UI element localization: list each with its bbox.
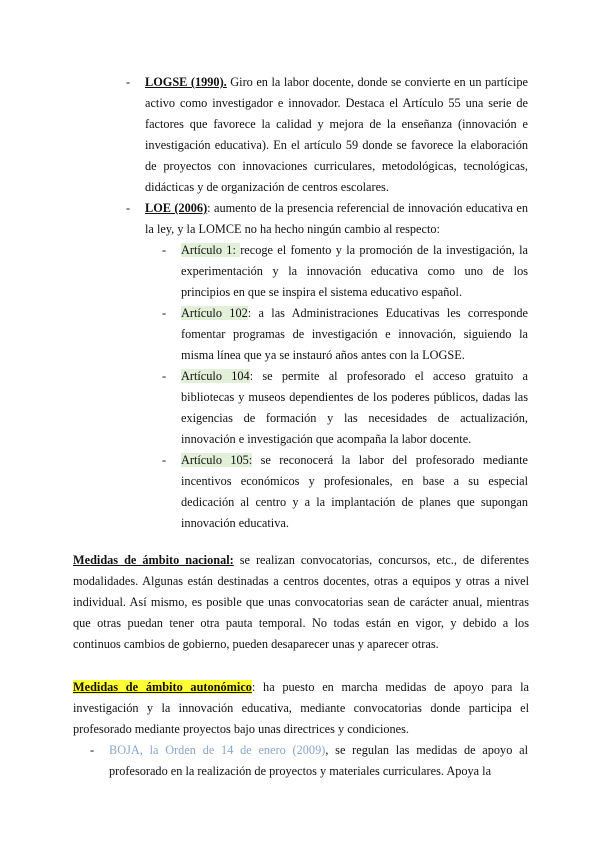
article-item xyxy=(181,450,528,534)
article-item xyxy=(181,303,528,366)
list-bullet: - xyxy=(90,743,95,757)
autonomico-title: Medidas de ámbito autonómico xyxy=(73,680,252,694)
list-bullet: - xyxy=(162,369,167,383)
loe-text: : aumento de la presencia referencial de innovación educativa en la ley, y la LOMCE no ha hecho ningún cambio al respecto: xyxy=(145,201,529,236)
article-item xyxy=(181,240,528,303)
article-label: Artículo 102 xyxy=(181,306,248,320)
list-bullet: - xyxy=(126,75,131,89)
logse-text: Giro en la labor docente, donde se convierte en un partícipe activo como investigador e innovador. Destaca el Artículo 55 una serie de factores que favorece la calidad y mejora de la enseñanza (innovación e investigación educativa). En el artículo 59 donde se favorece la elaboración de proyectos con innovaciones curriculares, metodológicas, tecnológicas, didácticas y de organización de centros escolares. xyxy=(145,75,528,194)
list-item-boja xyxy=(109,740,528,782)
paragraph-nacional xyxy=(73,550,529,655)
nacional-title: Medidas de ámbito nacional: xyxy=(73,553,234,567)
article-label: Artículo 1: xyxy=(181,243,241,257)
article-label: Artículo 105: xyxy=(181,453,253,467)
logse-title: LOGSE (1990). xyxy=(145,75,227,89)
nacional-text: se realizan convocatorias, concursos, etc., de diferentes modalidades. Algunas están destinadas a centros docentes, otras a equipos y otras a nivel individual. Así mismo, es posible que unas convocatorias sean de carácter anual, mientras que otras puedan tener otra pauta temporal. No todas están en vigor, y debido a los continuos cambios de gobierno, pueden desaparecer unas y aparecer otras. xyxy=(73,553,529,651)
article-text: : a las Administraciones Educativas les corresponde fomentar programas de investigación e innovación, siguiendo la misma línea que ya se instauró años antes con la LOGSE. xyxy=(181,306,528,362)
autonomico-text: : ha puesto en marcha medidas de apoyo para la investigación y la innovación educativa, mediante convocatorias donde participa el profesorado mediante proyectos bajo unas directrices y condiciones. xyxy=(73,680,529,736)
article-item xyxy=(181,366,528,450)
paragraph-autonomico xyxy=(73,677,529,740)
list-bullet: - xyxy=(162,243,167,257)
loe-title: LOE (2006) xyxy=(145,201,208,215)
boja-link[interactable]: BOJA, la Orden de 14 de enero (2009) xyxy=(109,743,326,757)
article-text: recoge el fomento y la promoción de la investigación, la experimentación y la innovación educativa como uno de los principios en que se inspira el sistema educativo español. xyxy=(181,243,528,299)
list-bullet: - xyxy=(162,306,167,320)
list-bullet: - xyxy=(162,453,167,467)
article-text: : se permite al profesorado el acceso gratuito a bibliotecas y museos dependientes de los poderes públicos, dadas las exigencias de formación y las necesidades de actualización, innovación e investigación que acompaña la labor docente. xyxy=(181,369,529,446)
boja-text: , se regulan las medidas de apoyo al profesorado en la realización de proyectos y materiales curriculares. Apoya la xyxy=(109,743,528,778)
article-text: se reconocerá la labor del profesorado mediante incentivos económicos y profesionales, en base a su especial dedicación al centro y a la implantación de planes que supongan innovación educativa. xyxy=(181,453,528,530)
list-item-loe xyxy=(145,198,528,240)
list-item-logse xyxy=(145,72,528,198)
list-bullet: - xyxy=(126,201,131,215)
article-label: Artículo 104 xyxy=(181,369,250,383)
